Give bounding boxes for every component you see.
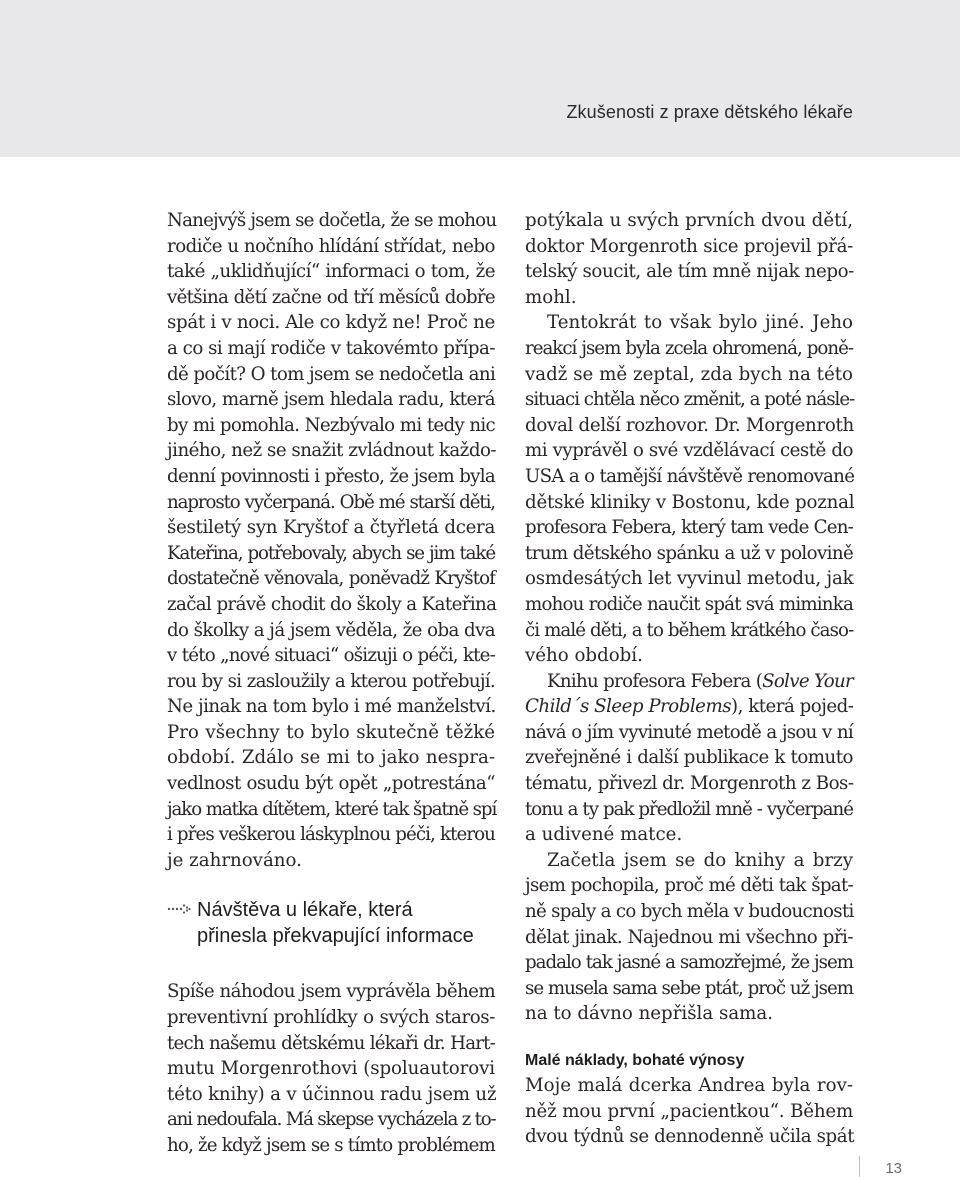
text-line	[525, 694, 853, 720]
text-line: na to dávno nepřišla sama.	[525, 1003, 774, 1025]
text-line: dělat jinak. Najednou mi všechno při-	[525, 926, 853, 948]
text-line: jako matka dítětem, které tak špatně spí	[167, 798, 497, 820]
text-line: této knihy) a v účinnou radu jsem už	[167, 1083, 497, 1105]
text-line: se musela sama sebe ptát, proč už jsem	[525, 977, 853, 999]
text-line: profesora Febera, který tam vede Cen-	[525, 517, 853, 539]
header-band	[0, 0, 960, 157]
text-line: do školky a já jsem věděla, že oba dva	[167, 619, 495, 641]
right-paragraph-4	[525, 848, 853, 1027]
right-paragraph-1	[525, 208, 853, 310]
text-line: slovo, marně jsem hledala radu, která	[167, 389, 495, 411]
text-line: doktor Morgenroth sice projevil přá-	[525, 235, 853, 257]
text-line: ani nedoufala. Má skepse vycházela z to-	[167, 1109, 496, 1131]
text-line: šestiletý syn Kryštof a čtyřletá dcera	[167, 517, 495, 539]
text-line: něž mou první „pacientkou“. Během	[525, 1100, 853, 1122]
text-line: i přes veškerou láskyplnou péči, kterou	[167, 824, 495, 846]
text-line: tématu, přivezl dr. Morgenroth z Bos-	[525, 773, 854, 795]
right-paragraph-5	[525, 1073, 853, 1150]
text-line: spát i v noci. Ale co když ne! Proč ne	[167, 312, 495, 334]
book-title-italic: Solve Your	[762, 670, 853, 692]
text-line: mi vyprávěl o své vzdělávací cestě do	[525, 440, 853, 462]
text-line: reakcí jsem byla zcela ohromená, poně-	[525, 337, 853, 359]
text-line: a udivené matce.	[525, 824, 683, 846]
text-line: většina dětí začne od tří měsíců dobře	[167, 286, 495, 308]
text-line: potýkala u svých prvních dvou dětí,	[525, 210, 853, 231]
text-run: ), která pojed-	[731, 696, 854, 718]
text-line: padalo tak jasné a samozřejmé, že jsem	[525, 952, 853, 974]
right-paragraph-3	[525, 669, 853, 848]
text-line: USA a o tamější návštěvě renomované	[525, 465, 855, 487]
text-line: v této „nové situaci“ ošizuji o péči, kte-	[167, 645, 495, 667]
text-line: osmdesátých let vyvinul metodu, jak	[525, 568, 854, 590]
text-line: Pro všechny to bylo skutečně těžké	[167, 721, 495, 743]
text-line: trum dětského spánku a už v polovině	[525, 542, 854, 564]
text-line: a co si mají rodiče v takovémto přípa-	[167, 337, 495, 359]
section-heading	[167, 897, 495, 949]
book-title-italic: Child´s Sleep Problems	[525, 696, 732, 718]
section-heading-line-2: přinesla překvapující informace	[197, 925, 474, 948]
text-line: jiného, než se snažit zvládnout každo-	[167, 440, 497, 462]
text-line: dostatečně věnovala, poněvadž Kryštof	[167, 568, 495, 590]
left-paragraph-2	[167, 979, 495, 1158]
text-line: Ne jinak na tom bylo i mé manželství.	[167, 696, 496, 718]
text-line: dě počít? O tom jsem se nedočetla ani	[167, 363, 496, 385]
text-line: ho, že když jsem se s tímto problémem	[167, 1135, 495, 1156]
right-column	[525, 208, 853, 1150]
text-line: nává o jím vyvinuté metodě a jsou v ní	[525, 721, 853, 743]
text-line	[525, 669, 853, 695]
text-run: Knihu profesora Febera (	[547, 670, 763, 692]
text-line: naprosto vyčerpaná. Obě mé starší děti,	[167, 491, 495, 513]
text-line: tonu a ty pak předložil mně - vyčerpané	[525, 798, 853, 820]
text-line: Spíše náhodou jsem vyprávěla během	[167, 981, 495, 1003]
dotted-arrow-icon	[167, 901, 191, 917]
text-line: vého období.	[525, 645, 643, 667]
text-line: zveřejněné i další publikace k tomuto	[525, 747, 853, 769]
text-line: preventivní prohlídky o svých staros-	[167, 1007, 495, 1029]
subheading: Malé náklady, bohaté výnosy	[525, 1052, 745, 1069]
text-line: Začetla jsem se do knihy a brzy	[547, 849, 853, 871]
text-line: denní povinnosti i přesto, že jsem byla	[167, 465, 495, 487]
text-line: mutu Morgenrothovi (spoluautorovi	[167, 1058, 495, 1080]
text-line: mohl.	[525, 286, 577, 308]
page-number-divider	[859, 1156, 860, 1177]
text-line: doval delší rozhovor. Dr. Morgenroth	[525, 414, 854, 436]
text-line: vadž se mě zeptal, zda bych na této	[525, 363, 853, 385]
text-line: mohou rodiče naučit spát svá miminka	[525, 593, 853, 615]
text-line: Moje malá dcerka Andrea byla rov-	[525, 1075, 853, 1096]
section-heading-line-1: Návštěva u lékaře, která	[197, 899, 413, 922]
text-line: tech našemu dětskému lékaři dr. Hart-	[167, 1032, 495, 1054]
left-paragraph-1	[167, 208, 495, 873]
text-line: rodiče u nočního hlídání střídat, nebo	[167, 235, 495, 257]
text-line: je zahrnováno.	[167, 849, 302, 871]
text-line: vedlnost osudu být opět „potrestána“	[167, 773, 495, 795]
text-line: období. Zdálo se mi to jako nespra-	[167, 747, 495, 769]
right-paragraph-2	[525, 310, 853, 668]
text-line: začal právě chodit do školy a Kateřina	[167, 593, 497, 615]
text-line: Nanejvýš jsem se dočetla, že se mohou	[167, 210, 497, 231]
text-line: ně spaly a co bych měla v budoucnosti	[525, 901, 854, 923]
left-column	[167, 208, 495, 1159]
text-line: dětské kliniky v Bostonu, kde poznal	[525, 491, 855, 513]
running-header-title: Zkušenosti z praxe dětského lékaře	[566, 102, 853, 122]
text-line: telský soucit, ale tím mně nijak nepo-	[525, 261, 854, 283]
text-line: či malé děti, a to během krátkého časo-	[525, 619, 854, 641]
text-line: Kateřina, potřebovaly, abych se jim také	[167, 542, 495, 564]
text-line: situaci chtěla něco změnit, a poté násle-	[525, 389, 855, 411]
text-line: také „uklidňující“ informaci o tom, že	[167, 261, 495, 283]
text-line: by mi pomohla. Nezbývalo mi tedy nic	[167, 414, 495, 436]
text-line: dvou týdnů se dennodenně učila spát	[525, 1126, 855, 1148]
text-line: jsem pochopila, proč mé děti tak špat-	[525, 875, 853, 897]
text-line: rou by si zasloužily a kterou potřebují.	[167, 670, 495, 692]
page-number: 13	[885, 1160, 902, 1177]
text-line: Tentokrát to však bylo jiné. Jeho	[547, 312, 853, 334]
